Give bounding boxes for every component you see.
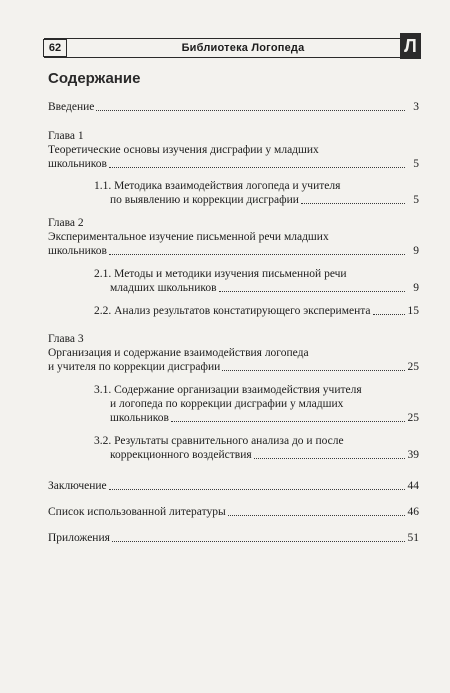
chapter-title-end: школьников — [48, 158, 107, 170]
toc-entry-page: 44 — [407, 480, 419, 492]
chapter-heading: Глава 2 — [48, 217, 84, 229]
leader-dots — [254, 458, 405, 459]
toc-entry-page: 46 — [407, 506, 419, 518]
leader-dots — [109, 254, 405, 255]
toc-entry-label: Приложения — [48, 532, 110, 544]
toc-entry-label: Список использованной литературы — [48, 506, 226, 518]
series-logo: Л — [400, 33, 421, 59]
leader-dots — [219, 291, 405, 292]
toc-entry-page: 51 — [407, 532, 419, 544]
toc-entry-2-2[interactable] — [48, 304, 419, 318]
toc-entry-page: 5 — [413, 158, 419, 170]
leader-dots — [301, 203, 405, 204]
leader-dots — [96, 110, 405, 111]
section-title-end: школьников — [110, 412, 169, 424]
toc-entry-label: Введение — [48, 101, 95, 113]
toc-entry-page: 15 — [407, 305, 419, 317]
chapter-heading: Глава 1 — [48, 130, 84, 142]
running-title: Библиотека Логопеда — [181, 42, 305, 54]
leader-dots — [109, 489, 405, 490]
chapter-heading: Глава 3 — [48, 333, 84, 345]
toc-entry-conclusion[interactable] — [48, 479, 419, 493]
leader-dots — [228, 515, 405, 516]
toc-title: Содержание — [48, 70, 141, 87]
leader-dots — [222, 370, 405, 371]
section-title[interactable]: 3.2. Результаты сравнительного анализа до и после — [94, 435, 344, 447]
leader-dots — [171, 421, 405, 422]
chapter-title-end: и учителя по коррекции дисграфии — [48, 361, 221, 373]
toc-entry-ch1[interactable] — [48, 157, 419, 171]
leader-dots — [373, 314, 405, 315]
leader-dots — [109, 167, 405, 168]
toc-entry-page: 9 — [413, 245, 419, 257]
section-title-end: младших школьников — [110, 282, 217, 294]
toc-entry-2-1[interactable] — [48, 281, 419, 295]
toc-entry-page: 3 — [413, 101, 419, 113]
toc-entry-ch2[interactable] — [48, 244, 419, 258]
table-of-contents — [48, 100, 419, 545]
toc-entry-ch3[interactable] — [48, 360, 419, 374]
section-title: 2.2. Анализ результатов констатирующего эксперимента — [94, 305, 371, 317]
leader-dots — [112, 541, 405, 542]
toc-entry-1-1[interactable] — [48, 193, 419, 207]
running-header — [44, 38, 419, 58]
chapter-title[interactable]: Экспериментальное изучение письменной речи младших — [48, 231, 329, 243]
toc-entry-label: Заключение — [48, 480, 107, 492]
toc-entry-3-1[interactable] — [48, 411, 419, 425]
toc-entry-references[interactable] — [48, 505, 419, 519]
section-title[interactable]: 2.1. Методы и методики изучения письменной речи — [94, 268, 347, 280]
toc-entry-page: 25 — [407, 361, 419, 373]
toc-entry-appendix[interactable] — [48, 531, 419, 545]
toc-entry-intro[interactable] — [48, 100, 419, 114]
chapter-title[interactable]: Теоретические основы изучения дисграфии у младших — [48, 144, 319, 156]
toc-entry-page: 39 — [407, 449, 419, 461]
section-title-end: коррекционного воздействия — [110, 449, 252, 461]
toc-entry-page: 5 — [413, 194, 419, 206]
page-number: 62 — [43, 39, 67, 57]
chapter-title[interactable]: Организация и содержание взаимодействия логопеда — [48, 347, 309, 359]
section-title[interactable]: 3.1. Содержание организации взаимодействия учителя — [94, 384, 362, 396]
section-title-cont: и логопеда по коррекции дисграфии у младших — [110, 398, 344, 410]
section-title[interactable]: 1.1. Методика взаимодействия логопеда и учителя — [94, 180, 341, 192]
toc-entry-page: 9 — [413, 282, 419, 294]
toc-entry-3-2[interactable] — [48, 448, 419, 462]
toc-entry-page: 25 — [407, 412, 419, 424]
section-title-end: по выявлению и коррекции дисграфии — [110, 194, 299, 206]
chapter-title-end: школьников — [48, 245, 107, 257]
